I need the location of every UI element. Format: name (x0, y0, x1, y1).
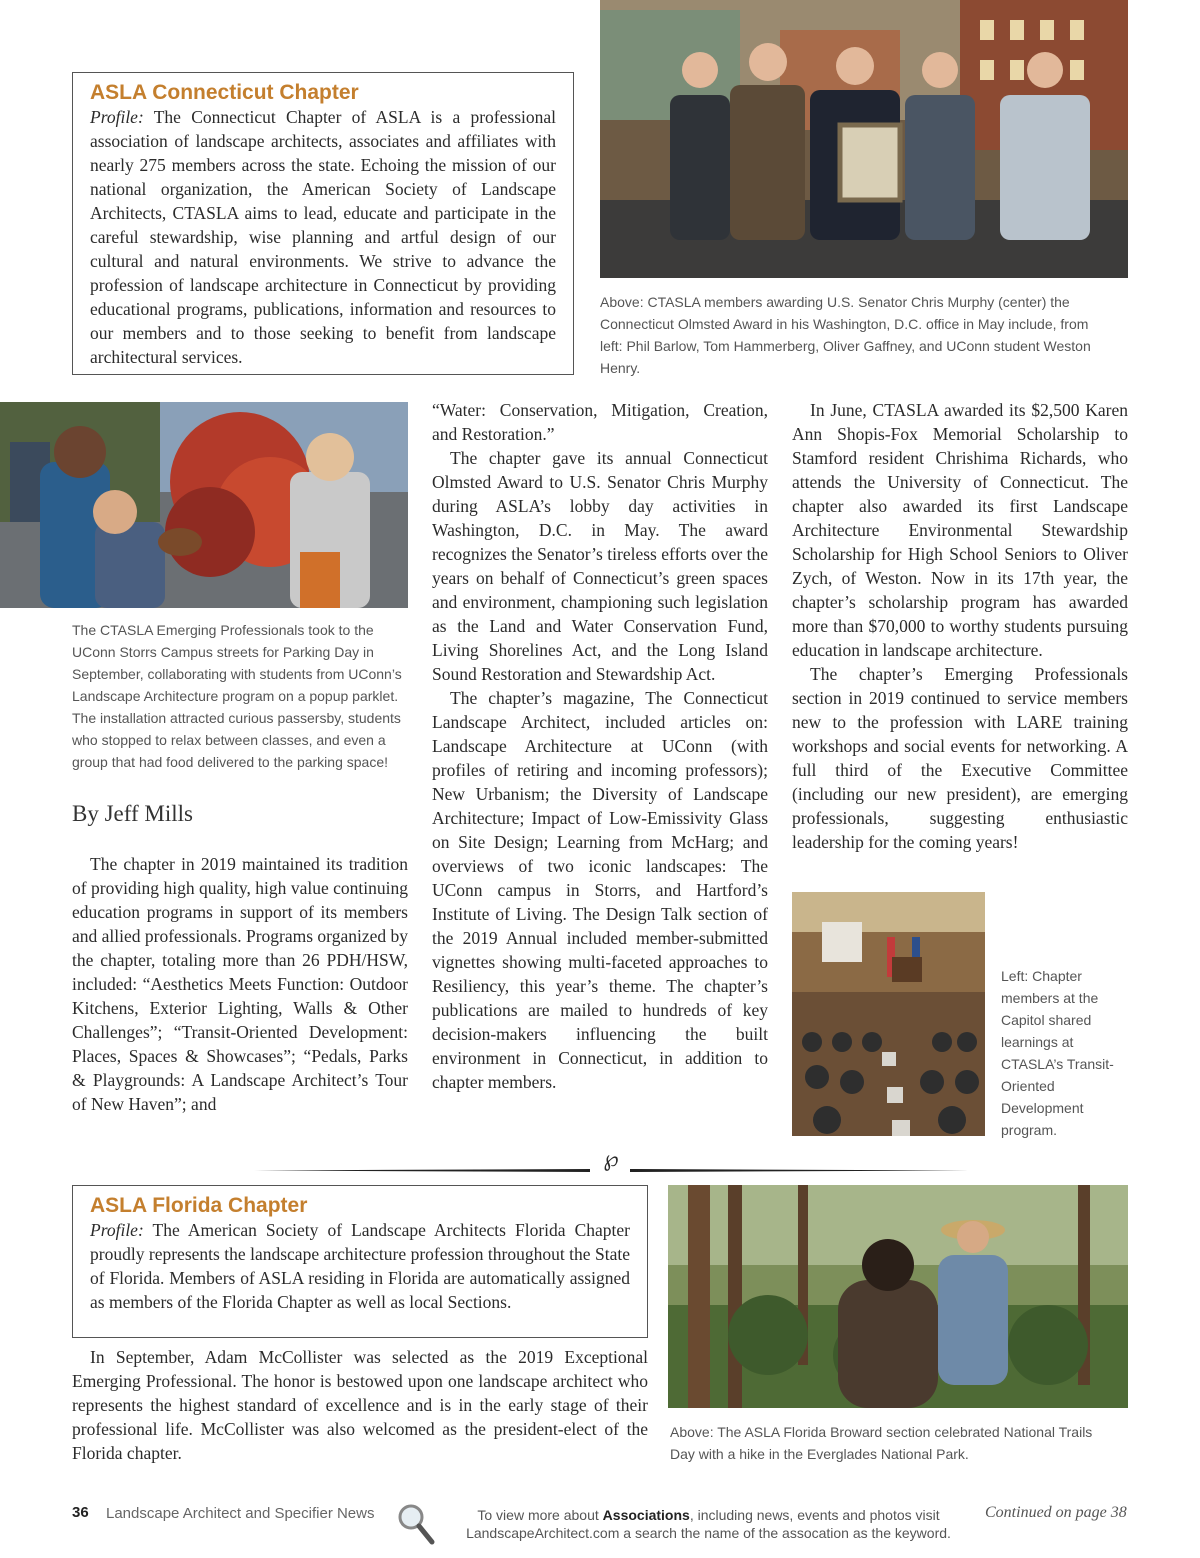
divider-ornament-icon: ℘ (596, 1148, 626, 1172)
ct-profile-label: Profile: (90, 107, 144, 127)
page-number: 36 (72, 1504, 89, 1521)
promo-prefix: To view more about (477, 1507, 603, 1523)
col2-paragraph-0: “Water: Conservation, Mitigation, Creation, and Restoration.” (432, 400, 768, 444)
col1-paragraph-1: The chapter in 2019 maintained its tradition of providing high quality, high value continuing education programs in support of its members and allied professionals. Programs organized by the chapter, totaling more than 26 PDH/HSW, included: “Aesthetics Meets Function: Outdoor Kitchens, Exterior Lighting, Walls & Other Challenges”; “Transit-Oriented Development: Places, Spaces & Showcases”; “Pedals, Parks & Playgrounds: A Landscape Architect’s Tour of New Haven”; and (72, 854, 408, 1114)
ct-profile-box (72, 72, 574, 375)
publication-name: Landscape Architect and Specifier News (106, 1505, 375, 1522)
byline: By Jeff Mills (72, 801, 193, 826)
fl-profile-title: ASLA Florida Chapter (90, 1194, 308, 1217)
award-photo-caption: Above: CTASLA members awarding U.S. Senator Chris Murphy (center) the Connecticut Olmsted Award in his Washington, D.C. office in May include, from left: Phil Barlow, Tom Hammerberg, Oliver Gaffney, and UConn student Weston Henry. (600, 294, 1091, 376)
promo-line-1 (436, 1506, 981, 1524)
promo-text (436, 1506, 981, 1542)
col3-paragraph-1: In June, CTASLA awarded its $2,500 Karen Ann Shopis-Fox Memorial Scholarship to Stamford resident Chrishima Richards, who attends the University of Connecticut. The chapter also awarded its first Landscape Architecture Environmental Stewardship Scholarship for High School Seniors to Oliver Zych, of Weston. Now in its 17th year, the chapter’s scholarship program has awarded more than $70,000 to worthy students pursuing education in landscape architecture. (792, 400, 1128, 660)
fl-profile-box (72, 1185, 648, 1338)
promo-keyword: Associations (602, 1507, 690, 1523)
column-2 (432, 398, 768, 1094)
ct-profile-text (90, 105, 556, 369)
florida-paragraph: In September, Adam McCollister was selected as the 2019 Exceptional Emerging Professional. The honor is bestowed upon one landscape architect who represents the highest standard of excellence and is in the early stage of their professional life. McCollister was also welcomed as the president-elect of the Florida chapter. (72, 1347, 648, 1463)
ct-profile-body: The Connecticut Chapter of ASLA is a professional association of landscape architects, associates and affiliates with nearly 275 members across the state. Echoing the mission of our national organization, the American Society of Landscape Architects, CTASLA aims to lead, educate and participate in the careful stewardship, wise planning and artful design of our cultural and natural environments. We strive to advance the profession of landscape architecture in Connecticut by providing educational programs, publications, information and resources to our members and to those seeking to benefit from landscape architectural services. (90, 107, 556, 367)
promo-suffix: , including news, events and photos visit (689, 1507, 940, 1523)
fl-profile-body: The American Society of Landscape Architects Florida Chapter proudly represents the landscape architecture profession throughout the State of Florida. Members of ASLA residing in Florida are automatically assigned as members of the Florida Chapter as well as local Sections. (90, 1220, 630, 1312)
col2-paragraph-2: The chapter’s magazine, The Connecticut Landscape Architect, included articles on: Landscape Architecture at UConn (with profiles of retiring and incoming professors); New Urbanism; the Diversity of Landscape Architecture; Impact of Low-Emissivity Glass on Site Design; Learning from McHarg; and overviews of two iconic landscapes: The UConn campus in Storrs, and Hartford’s Institute of Living. The Design Talk section of the 2019 Annual included member-submitted vignettes showing multi-faceted approaches to Resiliency, this year’s theme. The chapter’s publications are mailed to hundreds of key decision-makers influencing the built environment in Connecticut, in addition to chapter members. (432, 688, 768, 1092)
florida-body (72, 1345, 648, 1465)
capitol-photo (792, 892, 985, 1136)
florida-hike-photo (668, 1185, 1128, 1408)
col3-paragraph-2: The chapter’s Emerging Professionals section in 2019 continued to service members new to the profession with LARE training workshops and social events for networking. A full third of the Executive Committee (including our new president), are emerging professionals, suggesting enthusiastic leadership for the coming years! (792, 664, 1128, 852)
capitol-caption: Left: Chapter members at the Capitol shared learnings at CTASLA’s Transit-Oriented Development program. (1001, 968, 1114, 1138)
column-3 (792, 398, 1128, 854)
ct-profile-title: ASLA Connecticut Chapter (90, 81, 359, 104)
continued-note: Continued on page 38 (985, 1504, 1127, 1521)
promo-line-2: LandscapeArchitect.com a search the name of the assocation as the keyword. (466, 1525, 951, 1541)
fl-profile-text (90, 1218, 630, 1314)
award-photo (600, 0, 1128, 278)
column-1 (72, 852, 408, 1116)
fl-profile-label: Profile: (90, 1220, 144, 1240)
parking-day-caption: The CTASLA Emerging Professionals took to the UConn Storrs Campus streets for Parking Day in September, collaborating with students from UConn’s Landscape Architecture program on a popup parklet. The installation attracted curious passersby, students who stopped to relax between classes, and even a group that had food delivered to the parking space! (72, 622, 402, 770)
florida-hike-caption: Above: The ASLA Florida Broward section celebrated National Trails Day with a hike in the Everglades National Park. (670, 1424, 1093, 1462)
parking-day-photo (0, 402, 408, 608)
magnifier-icon (396, 1502, 436, 1546)
col2-paragraph-1: The chapter gave its annual Connecticut Olmsted Award to U.S. Senator Chris Murphy during ASLA’s lobby day activities in Washington, D.C. in May. The award recognizes the Senator’s tireless efforts over the years on behalf of Connecticut’s green spaces and environment, championing such legislation as the Land and Water Conservation Fund, Living Shorelines Act, and the Long Island Sound Restoration and Stewardship Act. (432, 448, 768, 684)
